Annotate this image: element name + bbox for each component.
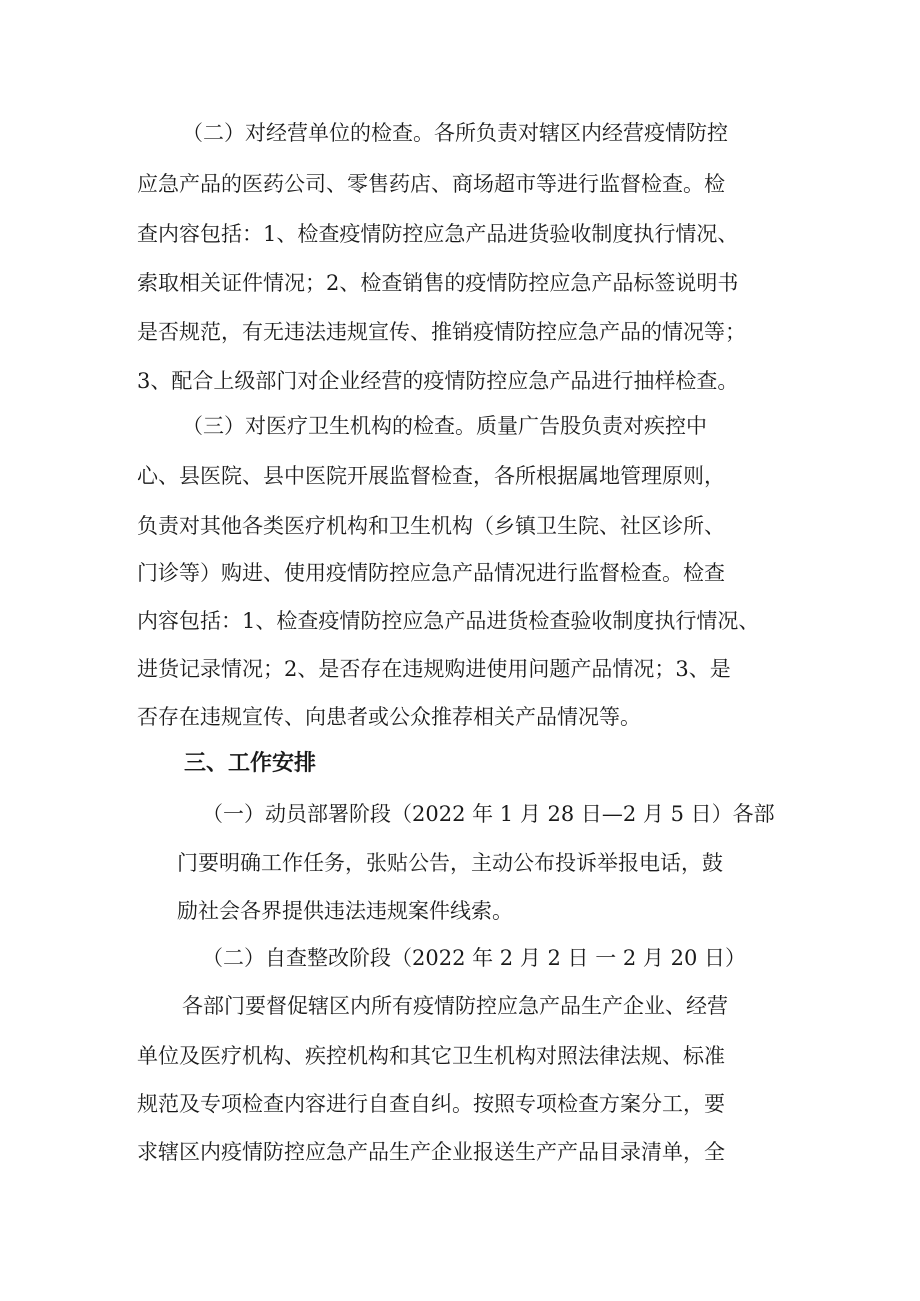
paragraph-line: （三）对医疗卫生机构的检查。质量广告股负责对疾控中	[182, 414, 707, 438]
paragraph-line: 查内容包括：1、检查疫情防控应急产品进货验收制度执行情况、	[137, 222, 739, 246]
paragraph-line: 进货记录情况；2、是否存在违规购进使用问题产品情况；3、是	[137, 657, 731, 681]
paragraph-line: 规范及专项检查内容进行自查自纠。按照专项检查方案分工，要	[137, 1092, 725, 1116]
paragraph-line: （二）对经营单位的检查。各所负责对辖区内经营疫情防控	[182, 121, 728, 145]
paragraph-line: 是否规范，有无违法违规宣传、推销疫情防控应急产品的情况等；	[137, 320, 746, 344]
paragraph-line: 单位及医疗机构、疾控机构和其它卫生机构对照法律法规、标准	[137, 1044, 725, 1068]
paragraph-line: 心、县医院、县中医院开展监督检查，各所根据属地管理原则，	[137, 464, 725, 488]
paragraph-line: 励社会各界提供违法违规案件线索。	[177, 899, 513, 923]
paragraph-line: （一）动员部署阶段（2022 年 1 月 28 日—2 月 5 日）各部	[202, 802, 775, 826]
paragraph-line: 应急产品的医药公司、零售药店、商场超市等进行监督检查。检	[137, 172, 725, 196]
paragraph-line: 否存在违规宣传、向患者或公众推荐相关产品情况等。	[137, 705, 641, 729]
paragraph-line: 门诊等）购进、使用疫情防控应急产品情况进行监督检查。检查	[137, 561, 725, 585]
section-heading: 三、工作安排	[184, 751, 317, 776]
paragraph-line: 负责对其他各类医疗机构和卫生机构（乡镇卫生院、社区诊所、	[137, 514, 725, 538]
paragraph-line: 求辖区内疫情防控应急产品生产企业报送生产产品目录清单，全	[137, 1140, 725, 1164]
paragraph-line: 内容包括：1、检查疫情防控应急产品进货检查验收制度执行情况、	[137, 609, 760, 633]
paragraph-line: 各部门要督促辖区内所有疫情防控应急产品生产企业、经营	[182, 994, 728, 1018]
paragraph-line: 门要明确工作任务，张贴公告，主动公布投诉举报电话，鼓	[177, 851, 723, 875]
subsection-title: （二）自查整改阶段（2022 年 2 月 2 日 一 2 月 20 日）	[202, 946, 746, 970]
paragraph-line: 3、配合上级部门对企业经营的疫情防控应急产品进行抽样检查。	[137, 369, 739, 393]
paragraph-line: 索取相关证件情况；2、检查销售的疫情防控应急产品标签说明书	[137, 271, 739, 295]
